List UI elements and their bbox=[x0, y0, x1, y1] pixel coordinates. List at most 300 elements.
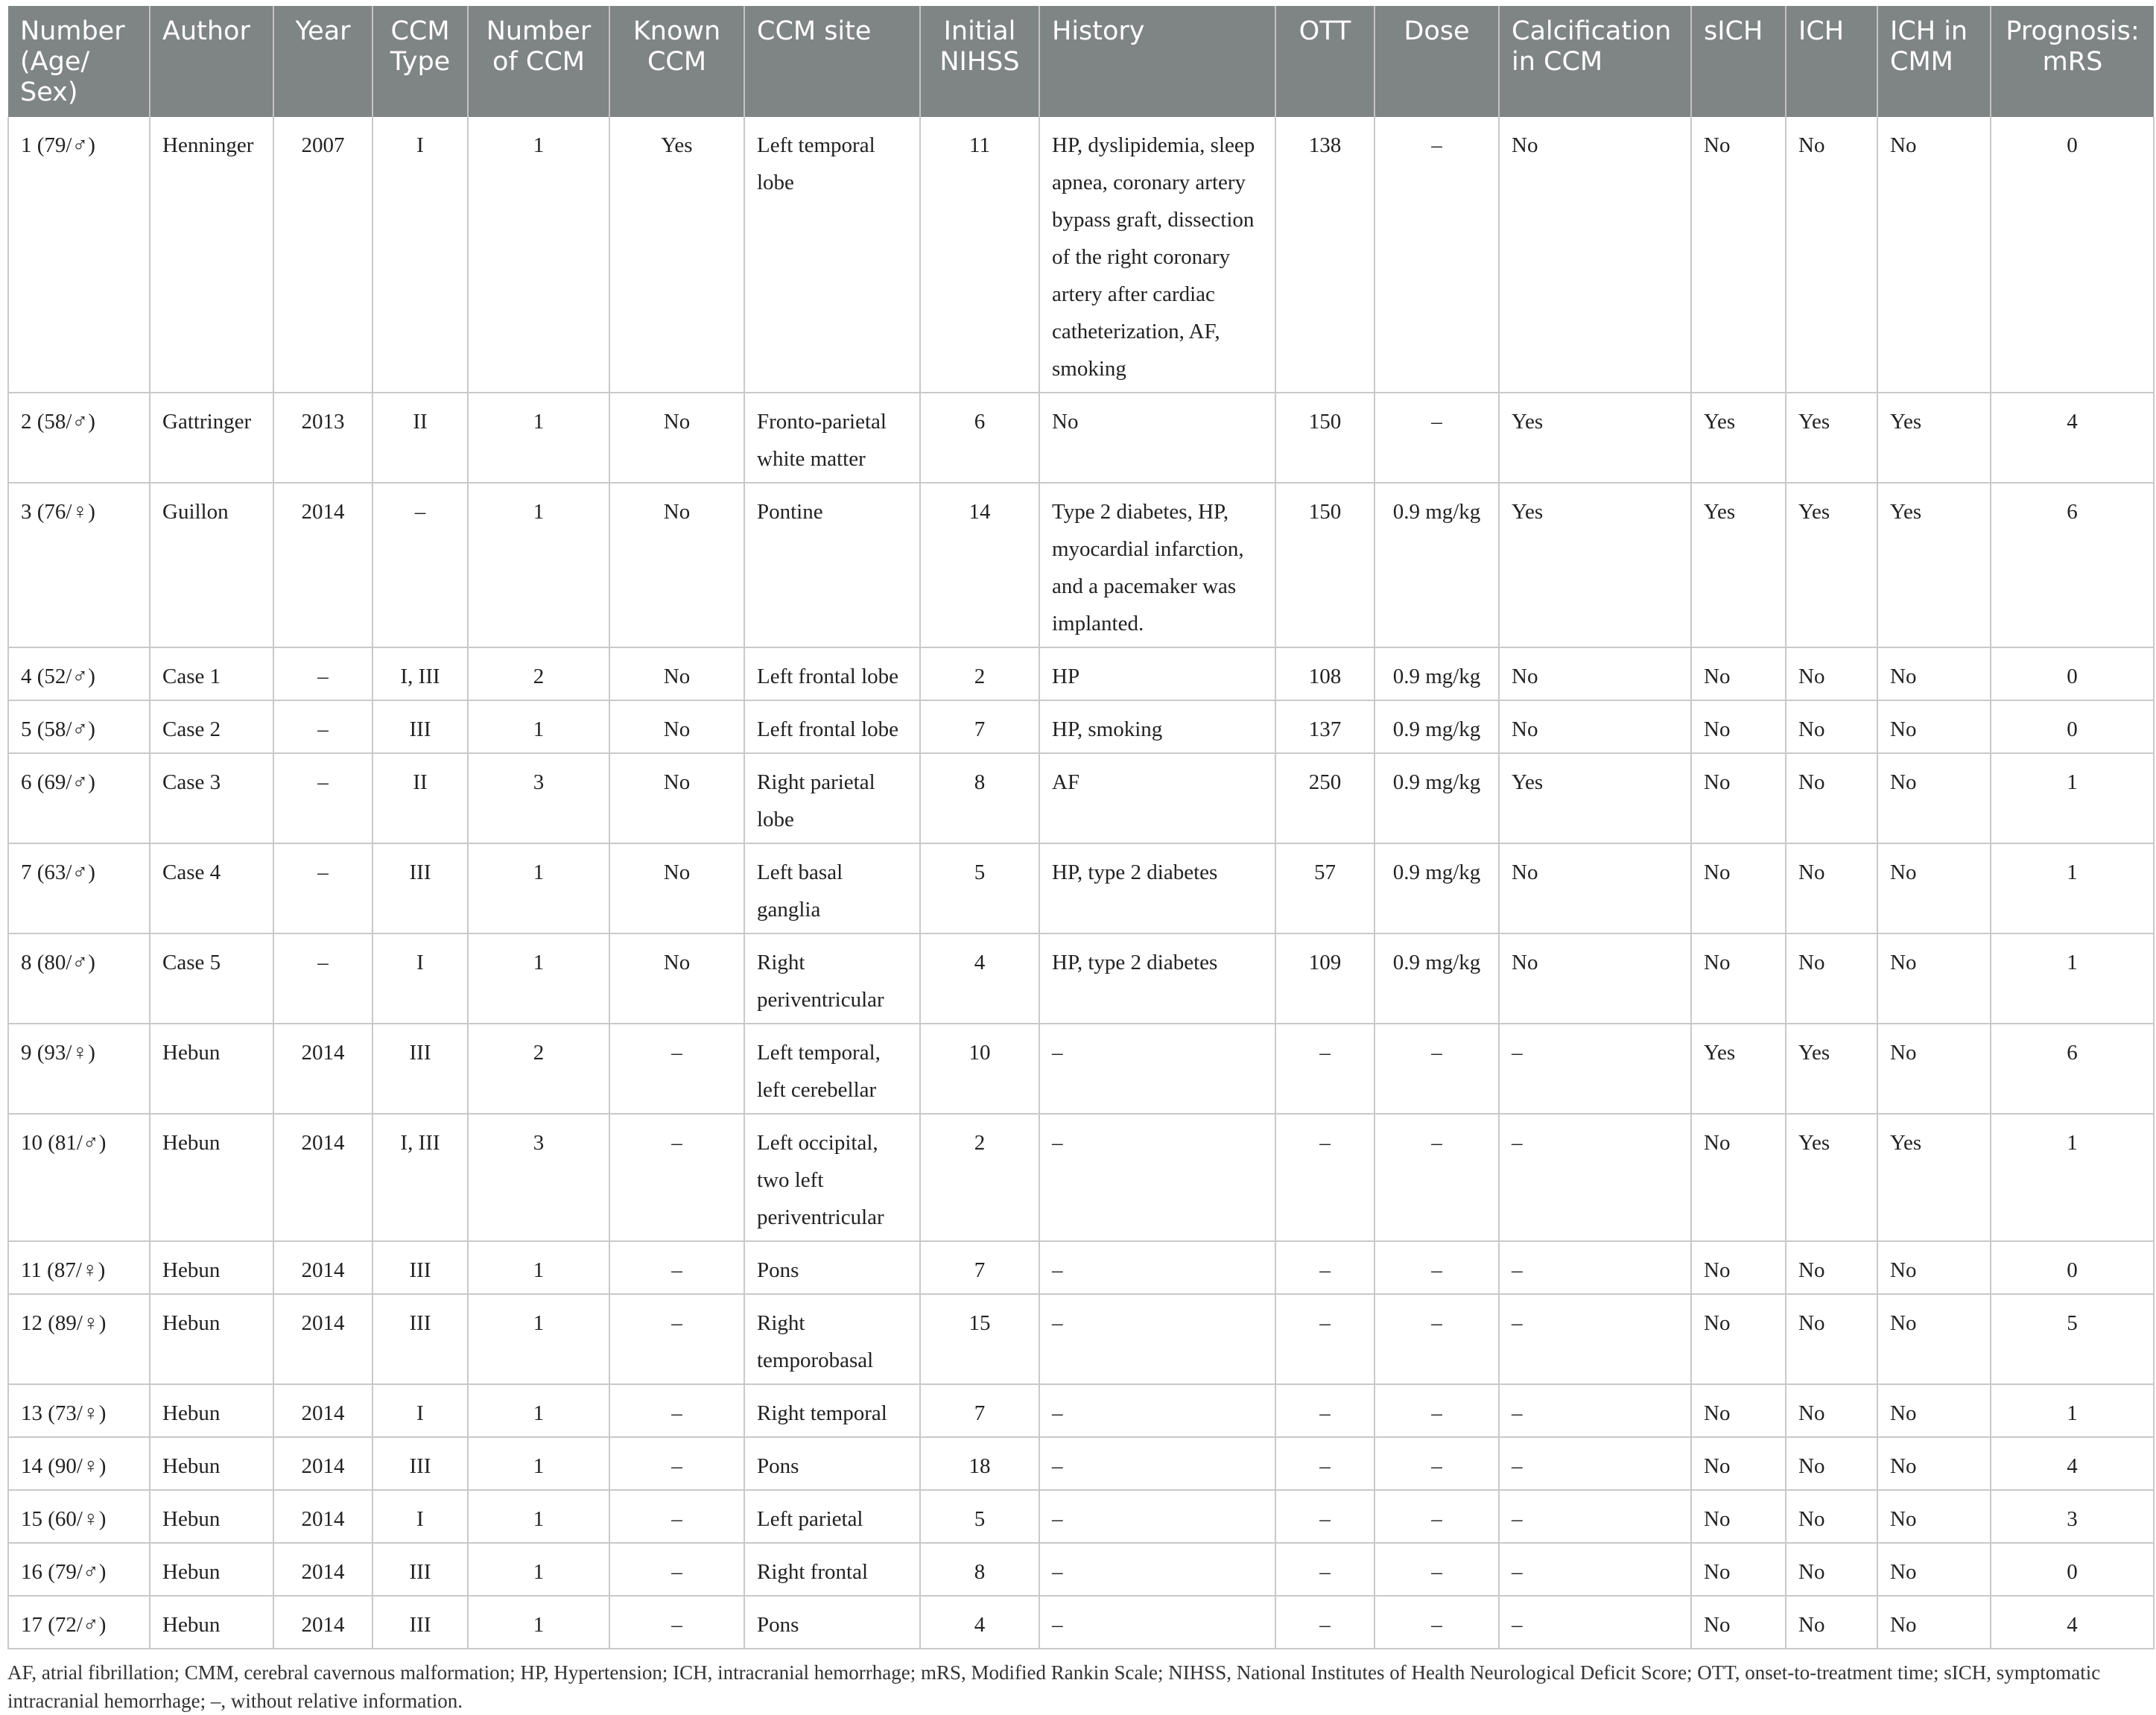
cell-number-age-sex: 13 (73/♀) bbox=[8, 1384, 150, 1437]
cell-known-ccm: – bbox=[609, 1114, 744, 1241]
cell-year: 2014 bbox=[273, 1490, 372, 1543]
cell-year: 2014 bbox=[273, 1543, 372, 1596]
cell-prognosis-mrs: 4 bbox=[1991, 393, 2154, 483]
table-row bbox=[8, 1241, 2154, 1294]
table-footnote: AF, atrial fibrillation; CMM, cerebral cavernous malformation; HP, Hypertension; ICH, intracranial hemorrhage; mRS, Modified Rankin Scale; NIHSS, National Institutes of Health Neurological Deficit Score; OTT, onset-to-treatment time; sICH, symptomatic intracranial hemorrhage; –, without relative information. bbox=[7, 1661, 2101, 1712]
cell-ott: – bbox=[1275, 1596, 1375, 1649]
cell-known-ccm: – bbox=[609, 1543, 744, 1596]
column-header-ich: ICH bbox=[1786, 6, 1877, 117]
cell-number-of-ccm: 3 bbox=[468, 1114, 609, 1241]
cell-ccm-site: Right parietal lobe bbox=[744, 753, 920, 843]
cell-initial-nihss: 7 bbox=[920, 1241, 1039, 1294]
cell-known-ccm: – bbox=[609, 1384, 744, 1437]
table-row bbox=[8, 933, 2154, 1024]
cell-sich: No bbox=[1691, 1490, 1786, 1543]
cell-ott: – bbox=[1275, 1543, 1375, 1596]
cell-sich: Yes bbox=[1691, 483, 1786, 647]
cell-ccm-site: Right periventricular bbox=[744, 933, 920, 1024]
cell-author: Case 4 bbox=[150, 843, 273, 933]
cell-author: Hebun bbox=[150, 1294, 273, 1384]
cell-history: – bbox=[1039, 1437, 1275, 1490]
cell-initial-nihss: 14 bbox=[920, 483, 1039, 647]
cell-prognosis-mrs: 1 bbox=[1991, 1384, 2154, 1437]
cell-sich: Yes bbox=[1691, 1024, 1786, 1114]
cell-sich: No bbox=[1691, 700, 1786, 753]
cell-ich: No bbox=[1786, 1490, 1877, 1543]
cell-dose: – bbox=[1375, 1596, 1499, 1649]
cell-number-age-sex: 6 (69/♂) bbox=[8, 753, 150, 843]
cell-prognosis-mrs: 1 bbox=[1991, 1114, 2154, 1241]
cell-sich: No bbox=[1691, 1114, 1786, 1241]
cell-known-ccm: – bbox=[609, 1596, 744, 1649]
cell-prognosis-mrs: 5 bbox=[1991, 1294, 2154, 1384]
table-container bbox=[7, 6, 2153, 1715]
column-header-dose: Dose bbox=[1375, 6, 1499, 117]
cell-prognosis-mrs: 0 bbox=[1991, 1543, 2154, 1596]
cell-history: – bbox=[1039, 1114, 1275, 1241]
table-row bbox=[8, 647, 2154, 700]
cell-initial-nihss: 11 bbox=[920, 117, 1039, 393]
cell-dose: – bbox=[1375, 1024, 1499, 1114]
cell-ccm-site: Fronto-parietal white matter bbox=[744, 393, 920, 483]
cell-history: HP, type 2 diabetes bbox=[1039, 843, 1275, 933]
cell-ccm-site: Left parietal bbox=[744, 1490, 920, 1543]
cell-known-ccm: No bbox=[609, 700, 744, 753]
cell-prognosis-mrs: 0 bbox=[1991, 647, 2154, 700]
cell-initial-nihss: 2 bbox=[920, 647, 1039, 700]
cell-year: 2007 bbox=[273, 117, 372, 393]
cell-calcification-in-ccm: – bbox=[1499, 1596, 1691, 1649]
cell-number-of-ccm: 1 bbox=[468, 483, 609, 647]
column-header-history: History bbox=[1039, 6, 1275, 117]
cell-ccm-site: Left temporal, left cerebellar bbox=[744, 1024, 920, 1114]
cell-ott: – bbox=[1275, 1294, 1375, 1384]
cell-number-age-sex: 15 (60/♀) bbox=[8, 1490, 150, 1543]
cell-sich: Yes bbox=[1691, 393, 1786, 483]
cell-calcification-in-ccm: Yes bbox=[1499, 753, 1691, 843]
cell-calcification-in-ccm: – bbox=[1499, 1024, 1691, 1114]
cell-number-age-sex: 14 (90/♀) bbox=[8, 1437, 150, 1490]
cell-author: Hebun bbox=[150, 1024, 273, 1114]
cell-initial-nihss: 10 bbox=[920, 1024, 1039, 1114]
cell-number-of-ccm: 1 bbox=[468, 1596, 609, 1649]
cell-initial-nihss: 8 bbox=[920, 1543, 1039, 1596]
cell-ccm-type: III bbox=[372, 843, 468, 933]
cell-ott: – bbox=[1275, 1437, 1375, 1490]
table-row bbox=[8, 1490, 2154, 1543]
cell-number-of-ccm: 1 bbox=[468, 1543, 609, 1596]
cell-ccm-type: III bbox=[372, 1294, 468, 1384]
cell-number-age-sex: 3 (76/♀) bbox=[8, 483, 150, 647]
cell-ccm-type: II bbox=[372, 393, 468, 483]
cell-number-of-ccm: 1 bbox=[468, 117, 609, 393]
cell-ott: 108 bbox=[1275, 647, 1375, 700]
cell-ich-in-cmm: No bbox=[1877, 933, 1991, 1024]
cell-calcification-in-ccm: – bbox=[1499, 1241, 1691, 1294]
cell-year: – bbox=[273, 843, 372, 933]
cell-history: No bbox=[1039, 393, 1275, 483]
cell-year: 2014 bbox=[273, 1384, 372, 1437]
cell-number-of-ccm: 1 bbox=[468, 843, 609, 933]
cell-author: Hebun bbox=[150, 1114, 273, 1241]
cell-calcification-in-ccm: – bbox=[1499, 1384, 1691, 1437]
cell-ott: – bbox=[1275, 1384, 1375, 1437]
cell-initial-nihss: 4 bbox=[920, 933, 1039, 1024]
cell-initial-nihss: 2 bbox=[920, 1114, 1039, 1241]
cell-history: – bbox=[1039, 1024, 1275, 1114]
cell-known-ccm: – bbox=[609, 1294, 744, 1384]
cell-ich: No bbox=[1786, 1596, 1877, 1649]
table-row bbox=[8, 393, 2154, 483]
cell-ich-in-cmm: No bbox=[1877, 1437, 1991, 1490]
cell-calcification-in-ccm: – bbox=[1499, 1294, 1691, 1384]
cell-author: Henninger bbox=[150, 117, 273, 393]
cell-history: HP bbox=[1039, 647, 1275, 700]
cell-number-age-sex: 17 (72/♂) bbox=[8, 1596, 150, 1649]
cell-prognosis-mrs: 4 bbox=[1991, 1596, 2154, 1649]
cell-dose: 0.9 mg/kg bbox=[1375, 483, 1499, 647]
table-row bbox=[8, 1596, 2154, 1649]
cell-sich: No bbox=[1691, 647, 1786, 700]
table-row bbox=[8, 117, 2154, 393]
cell-initial-nihss: 15 bbox=[920, 1294, 1039, 1384]
cell-ich: No bbox=[1786, 117, 1877, 393]
cell-ott: – bbox=[1275, 1024, 1375, 1114]
cell-calcification-in-ccm: – bbox=[1499, 1437, 1691, 1490]
column-header-ccm-type: CCM Type bbox=[372, 6, 468, 117]
cell-ccm-site: Left basal ganglia bbox=[744, 843, 920, 933]
cell-ccm-site: Pons bbox=[744, 1596, 920, 1649]
cell-ich-in-cmm: No bbox=[1877, 843, 1991, 933]
cell-ott: 109 bbox=[1275, 933, 1375, 1024]
cell-number-age-sex: 12 (89/♀) bbox=[8, 1294, 150, 1384]
cell-history: – bbox=[1039, 1384, 1275, 1437]
cell-ccm-type: I bbox=[372, 1490, 468, 1543]
cell-sich: No bbox=[1691, 1241, 1786, 1294]
cell-author: Case 5 bbox=[150, 933, 273, 1024]
cell-prognosis-mrs: 4 bbox=[1991, 1437, 2154, 1490]
cell-year: – bbox=[273, 700, 372, 753]
cell-year: – bbox=[273, 647, 372, 700]
cell-ccm-type: III bbox=[372, 1596, 468, 1649]
cell-ott: 250 bbox=[1275, 753, 1375, 843]
cell-author: Hebun bbox=[150, 1543, 273, 1596]
cell-sich: No bbox=[1691, 117, 1786, 393]
cell-number-of-ccm: 1 bbox=[468, 1490, 609, 1543]
cell-ich-in-cmm: No bbox=[1877, 647, 1991, 700]
cell-sich: No bbox=[1691, 1596, 1786, 1649]
cell-dose: 0.9 mg/kg bbox=[1375, 700, 1499, 753]
cell-prognosis-mrs: 1 bbox=[1991, 843, 2154, 933]
table-row bbox=[8, 1114, 2154, 1241]
cell-sich: No bbox=[1691, 753, 1786, 843]
cell-prognosis-mrs: 0 bbox=[1991, 700, 2154, 753]
cell-ccm-type: II bbox=[372, 753, 468, 843]
cell-ich: No bbox=[1786, 647, 1877, 700]
column-header-prognosis-mrs: Prognosis: mRS bbox=[1991, 6, 2154, 117]
cell-ich: Yes bbox=[1786, 1024, 1877, 1114]
cell-number-of-ccm: 1 bbox=[468, 1241, 609, 1294]
cell-ich: No bbox=[1786, 933, 1877, 1024]
cell-year: 2013 bbox=[273, 393, 372, 483]
cell-history: HP, type 2 diabetes bbox=[1039, 933, 1275, 1024]
cell-number-of-ccm: 2 bbox=[468, 1024, 609, 1114]
table-row bbox=[8, 1024, 2154, 1114]
cell-sich: No bbox=[1691, 933, 1786, 1024]
cell-dose: 0.9 mg/kg bbox=[1375, 647, 1499, 700]
cell-ccm-type: I, III bbox=[372, 1114, 468, 1241]
cell-number-of-ccm: 1 bbox=[468, 1294, 609, 1384]
cell-calcification-in-ccm: – bbox=[1499, 1114, 1691, 1241]
cell-prognosis-mrs: 1 bbox=[1991, 753, 2154, 843]
cell-dose: – bbox=[1375, 117, 1499, 393]
cell-number-of-ccm: 1 bbox=[468, 700, 609, 753]
cell-ich-in-cmm: Yes bbox=[1877, 483, 1991, 647]
header-row bbox=[8, 6, 2154, 117]
cell-prognosis-mrs: 3 bbox=[1991, 1490, 2154, 1543]
cell-number-age-sex: 1 (79/♂) bbox=[8, 117, 150, 393]
cell-known-ccm: No bbox=[609, 843, 744, 933]
cell-year: 2014 bbox=[273, 1294, 372, 1384]
column-header-ccm-site: CCM site bbox=[744, 6, 920, 117]
cell-initial-nihss: 4 bbox=[920, 1596, 1039, 1649]
cell-ich-in-cmm: Yes bbox=[1877, 1114, 1991, 1241]
cell-number-age-sex: 16 (79/♂) bbox=[8, 1543, 150, 1596]
cell-calcification-in-ccm: – bbox=[1499, 1543, 1691, 1596]
table-row bbox=[8, 843, 2154, 933]
table-row bbox=[8, 700, 2154, 753]
cell-known-ccm: No bbox=[609, 647, 744, 700]
cell-ccm-site: Pons bbox=[744, 1241, 920, 1294]
table-row bbox=[8, 1384, 2154, 1437]
cell-author: Hebun bbox=[150, 1384, 273, 1437]
cell-calcification-in-ccm: No bbox=[1499, 647, 1691, 700]
cell-year: – bbox=[273, 753, 372, 843]
cell-ccm-site: Left occipital, two left periventricular bbox=[744, 1114, 920, 1241]
column-header-number-of-ccm: Number of CCM bbox=[468, 6, 609, 117]
cell-ich: No bbox=[1786, 1543, 1877, 1596]
cell-number-of-ccm: 3 bbox=[468, 753, 609, 843]
cell-history: HP, smoking bbox=[1039, 700, 1275, 753]
cell-ccm-type: III bbox=[372, 1024, 468, 1114]
cell-sich: No bbox=[1691, 1543, 1786, 1596]
cell-prognosis-mrs: 6 bbox=[1991, 483, 2154, 647]
data-table bbox=[7, 6, 2155, 1649]
cell-prognosis-mrs: 1 bbox=[1991, 933, 2154, 1024]
column-header-number-age-sex: Number (Age/ Sex) bbox=[8, 6, 150, 117]
cell-calcification-in-ccm: No bbox=[1499, 843, 1691, 933]
cell-calcification-in-ccm: Yes bbox=[1499, 483, 1691, 647]
cell-number-age-sex: 10 (81/♂) bbox=[8, 1114, 150, 1241]
column-header-calcification-in-ccm: Calcification in CCM bbox=[1499, 6, 1691, 117]
cell-history: Type 2 diabetes, HP, myocardial infarction, and a pacemaker was implanted. bbox=[1039, 483, 1275, 647]
cell-known-ccm: No bbox=[609, 483, 744, 647]
cell-ich: No bbox=[1786, 843, 1877, 933]
cell-ich: No bbox=[1786, 700, 1877, 753]
cell-ott: – bbox=[1275, 1241, 1375, 1294]
cell-history: – bbox=[1039, 1543, 1275, 1596]
cell-initial-nihss: 5 bbox=[920, 1490, 1039, 1543]
table-row bbox=[8, 1543, 2154, 1596]
cell-year: – bbox=[273, 933, 372, 1024]
cell-initial-nihss: 8 bbox=[920, 753, 1039, 843]
cell-known-ccm: – bbox=[609, 1024, 744, 1114]
cell-year: 2014 bbox=[273, 1024, 372, 1114]
cell-sich: No bbox=[1691, 1294, 1786, 1384]
cell-number-of-ccm: 2 bbox=[468, 647, 609, 700]
cell-ich: No bbox=[1786, 1437, 1877, 1490]
column-header-initial-nihss: Initial NIHSS bbox=[920, 6, 1039, 117]
cell-dose: 0.9 mg/kg bbox=[1375, 753, 1499, 843]
cell-number-age-sex: 4 (52/♂) bbox=[8, 647, 150, 700]
cell-number-age-sex: 7 (63/♂) bbox=[8, 843, 150, 933]
cell-initial-nihss: 5 bbox=[920, 843, 1039, 933]
cell-ich-in-cmm: No bbox=[1877, 1294, 1991, 1384]
cell-ich: Yes bbox=[1786, 393, 1877, 483]
cell-dose: – bbox=[1375, 1543, 1499, 1596]
cell-prognosis-mrs: 0 bbox=[1991, 1241, 2154, 1294]
cell-number-of-ccm: 1 bbox=[468, 1437, 609, 1490]
cell-known-ccm: No bbox=[609, 393, 744, 483]
cell-dose: 0.9 mg/kg bbox=[1375, 843, 1499, 933]
cell-ich: No bbox=[1786, 1384, 1877, 1437]
table-row bbox=[8, 483, 2154, 647]
cell-ott: 138 bbox=[1275, 117, 1375, 393]
cell-initial-nihss: 18 bbox=[920, 1437, 1039, 1490]
cell-dose: – bbox=[1375, 1241, 1499, 1294]
column-header-year: Year bbox=[273, 6, 372, 117]
cell-known-ccm: Yes bbox=[609, 117, 744, 393]
cell-author: Hebun bbox=[150, 1596, 273, 1649]
cell-ich-in-cmm: No bbox=[1877, 117, 1991, 393]
cell-ccm-site: Left frontal lobe bbox=[744, 647, 920, 700]
cell-number-age-sex: 8 (80/♂) bbox=[8, 933, 150, 1024]
cell-ich-in-cmm: Yes bbox=[1877, 393, 1991, 483]
cell-known-ccm: No bbox=[609, 933, 744, 1024]
cell-ich-in-cmm: No bbox=[1877, 1384, 1991, 1437]
cell-ccm-site: Left temporal lobe bbox=[744, 117, 920, 393]
cell-calcification-in-ccm: No bbox=[1499, 117, 1691, 393]
cell-number-age-sex: 2 (58/♂) bbox=[8, 393, 150, 483]
cell-ccm-site: Pontine bbox=[744, 483, 920, 647]
cell-known-ccm: No bbox=[609, 753, 744, 843]
cell-ccm-type: III bbox=[372, 700, 468, 753]
cell-year: 2014 bbox=[273, 483, 372, 647]
cell-ich: No bbox=[1786, 1294, 1877, 1384]
cell-initial-nihss: 7 bbox=[920, 1384, 1039, 1437]
cell-ccm-site: Right temporobasal bbox=[744, 1294, 920, 1384]
cell-history: – bbox=[1039, 1241, 1275, 1294]
cell-calcification-in-ccm: – bbox=[1499, 1490, 1691, 1543]
cell-ccm-type: – bbox=[372, 483, 468, 647]
column-header-known-ccm: Known CCM bbox=[609, 6, 744, 117]
cell-ott: – bbox=[1275, 1114, 1375, 1241]
cell-sich: No bbox=[1691, 1384, 1786, 1437]
table-row bbox=[8, 1437, 2154, 1490]
cell-ott: – bbox=[1275, 1490, 1375, 1543]
cell-ccm-type: III bbox=[372, 1241, 468, 1294]
cell-author: Case 1 bbox=[150, 647, 273, 700]
cell-ich: No bbox=[1786, 753, 1877, 843]
column-header-ich-in-cmm: ICH in CMM bbox=[1877, 6, 1991, 117]
table-row bbox=[8, 1294, 2154, 1384]
cell-author: Case 2 bbox=[150, 700, 273, 753]
cell-ich: Yes bbox=[1786, 483, 1877, 647]
cell-history: AF bbox=[1039, 753, 1275, 843]
cell-ich: No bbox=[1786, 1241, 1877, 1294]
column-header-ott: OTT bbox=[1275, 6, 1375, 117]
cell-ccm-type: III bbox=[372, 1437, 468, 1490]
cell-ich-in-cmm: No bbox=[1877, 1241, 1991, 1294]
cell-number-of-ccm: 1 bbox=[468, 1384, 609, 1437]
cell-author: Hebun bbox=[150, 1437, 273, 1490]
cell-ccm-type: I, III bbox=[372, 647, 468, 700]
cell-ccm-site: Pons bbox=[744, 1437, 920, 1490]
cell-ccm-type: I bbox=[372, 1384, 468, 1437]
cell-number-of-ccm: 1 bbox=[468, 393, 609, 483]
cell-number-age-sex: 11 (87/♀) bbox=[8, 1241, 150, 1294]
cell-dose: – bbox=[1375, 1384, 1499, 1437]
cell-ich-in-cmm: No bbox=[1877, 1543, 1991, 1596]
cell-history: – bbox=[1039, 1490, 1275, 1543]
cell-ccm-type: I bbox=[372, 933, 468, 1024]
cell-author: Hebun bbox=[150, 1490, 273, 1543]
cell-ott: 150 bbox=[1275, 483, 1375, 647]
cell-number-of-ccm: 1 bbox=[468, 933, 609, 1024]
cell-author: Gattringer bbox=[150, 393, 273, 483]
cell-year: 2014 bbox=[273, 1114, 372, 1241]
cell-author: Case 3 bbox=[150, 753, 273, 843]
cell-calcification-in-ccm: Yes bbox=[1499, 393, 1691, 483]
cell-author: Guillon bbox=[150, 483, 273, 647]
cell-number-age-sex: 9 (93/♀) bbox=[8, 1024, 150, 1114]
cell-year: 2014 bbox=[273, 1596, 372, 1649]
cell-number-age-sex: 5 (58/♂) bbox=[8, 700, 150, 753]
table-row bbox=[8, 753, 2154, 843]
cell-ott: 57 bbox=[1275, 843, 1375, 933]
cell-ich: Yes bbox=[1786, 1114, 1877, 1241]
cell-ich-in-cmm: No bbox=[1877, 1596, 1991, 1649]
cell-known-ccm: – bbox=[609, 1241, 744, 1294]
cell-dose: 0.9 mg/kg bbox=[1375, 933, 1499, 1024]
cell-sich: No bbox=[1691, 843, 1786, 933]
table-body bbox=[8, 117, 2154, 1649]
cell-calcification-in-ccm: No bbox=[1499, 700, 1691, 753]
column-header-author: Author bbox=[150, 6, 273, 117]
cell-ich-in-cmm: No bbox=[1877, 1024, 1991, 1114]
cell-calcification-in-ccm: No bbox=[1499, 933, 1691, 1024]
cell-history: – bbox=[1039, 1294, 1275, 1384]
cell-sich: No bbox=[1691, 1437, 1786, 1490]
cell-ccm-site: Left frontal lobe bbox=[744, 700, 920, 753]
cell-prognosis-mrs: 6 bbox=[1991, 1024, 2154, 1114]
cell-history: HP, dyslipidemia, sleep apnea, coronary artery bypass graft, dissection of the right coronary artery after cardiac catheterization, AF, smoking bbox=[1039, 117, 1275, 393]
cell-ccm-type: I bbox=[372, 117, 468, 393]
cell-ich-in-cmm: No bbox=[1877, 753, 1991, 843]
cell-initial-nihss: 6 bbox=[920, 393, 1039, 483]
cell-year: 2014 bbox=[273, 1241, 372, 1294]
cell-dose: – bbox=[1375, 1437, 1499, 1490]
cell-known-ccm: – bbox=[609, 1490, 744, 1543]
cell-dose: – bbox=[1375, 393, 1499, 483]
cell-dose: – bbox=[1375, 1294, 1499, 1384]
column-header-sich: sICH bbox=[1691, 6, 1786, 117]
cell-ccm-site: Right temporal bbox=[744, 1384, 920, 1437]
cell-history: – bbox=[1039, 1596, 1275, 1649]
cell-ccm-type: III bbox=[372, 1543, 468, 1596]
cell-author: Hebun bbox=[150, 1241, 273, 1294]
cell-ich-in-cmm: No bbox=[1877, 1490, 1991, 1543]
